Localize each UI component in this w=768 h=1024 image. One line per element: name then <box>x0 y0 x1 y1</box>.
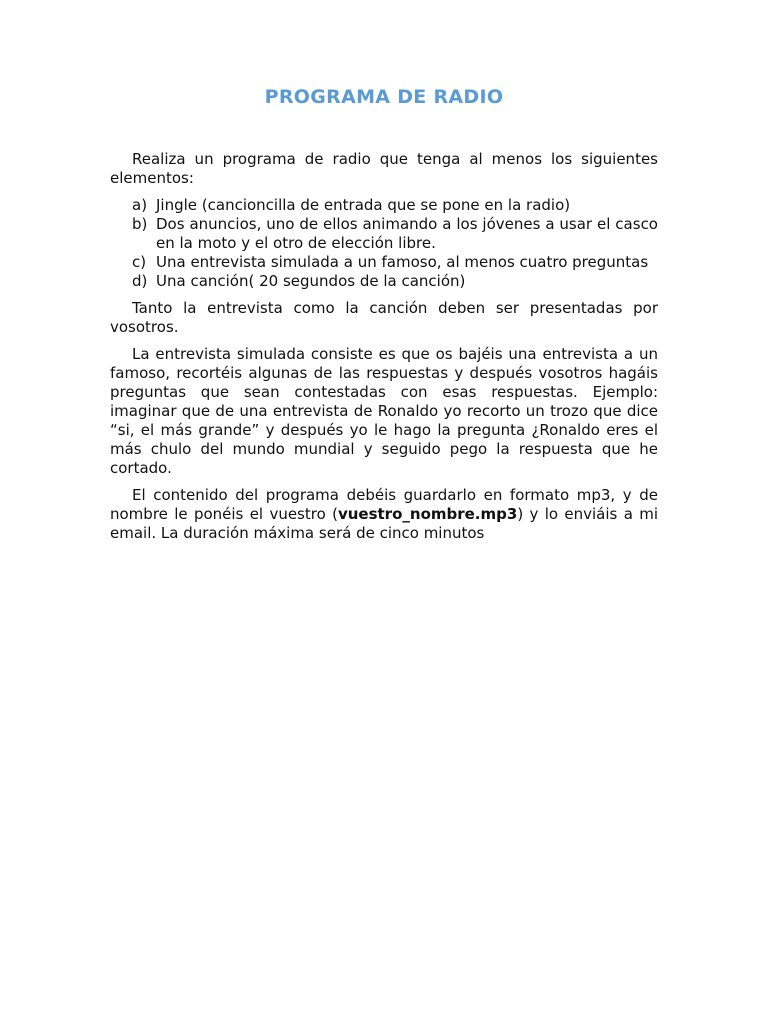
document-body <box>110 150 658 551</box>
delivery-text-before: El contenido del programa debéis guardarlo en formato mp3, y de nombre le ponéis el vuestro ( <box>110 486 658 523</box>
list-item-text: Una canción( 20 segundos de la canción) <box>156 272 466 290</box>
list-marker: c) <box>132 253 147 271</box>
list-item-text: Jingle (cancioncilla de entrada que se pone en la radio) <box>156 196 571 214</box>
delivery-paragraph <box>110 486 658 543</box>
list-marker: b) <box>132 215 148 233</box>
list-item <box>110 215 658 253</box>
intro-paragraph: Realiza un programa de radio que tenga al menos los siguientes elementos: <box>110 150 658 187</box>
list-item-text: Dos anuncios, uno de ellos animando a los jóvenes a usar el casco en la moto y el otro de elección libre. <box>156 215 658 252</box>
filename-text: vuestro_nombre.mp3 <box>337 505 518 523</box>
interview-paragraph: La entrevista simulada consiste es que os bajéis una entrevista a un famoso, recortéis algunas de las respuestas y después vosotros hagáis preguntas que sean contestadas con esas respuestas. Ejemplo: imaginar que de una entrevista de Ronaldo yo recorto un trozo que dice “si, el más grande” y después yo le hago la pregunta ¿Ronaldo eres el más chulo del mundo mundial y seguido pego la respuesta que he cortado. <box>110 345 658 477</box>
elements-list <box>110 196 658 291</box>
document-title: PROGRAMA DE RADIO <box>264 86 504 108</box>
list-item <box>110 253 658 272</box>
list-marker: a) <box>132 196 148 214</box>
presentation-paragraph: Tanto la entrevista como la canción deben ser presentadas por vosotros. <box>110 299 658 336</box>
list-marker: d) <box>132 272 148 290</box>
list-item <box>110 196 658 215</box>
list-item <box>110 272 658 291</box>
delivery-text-after: ) y lo enviáis a mi email. La duración máxima será de cinco minutos <box>110 505 658 542</box>
list-item-text: Una entrevista simulada a un famoso, al menos cuatro preguntas <box>156 253 649 271</box>
